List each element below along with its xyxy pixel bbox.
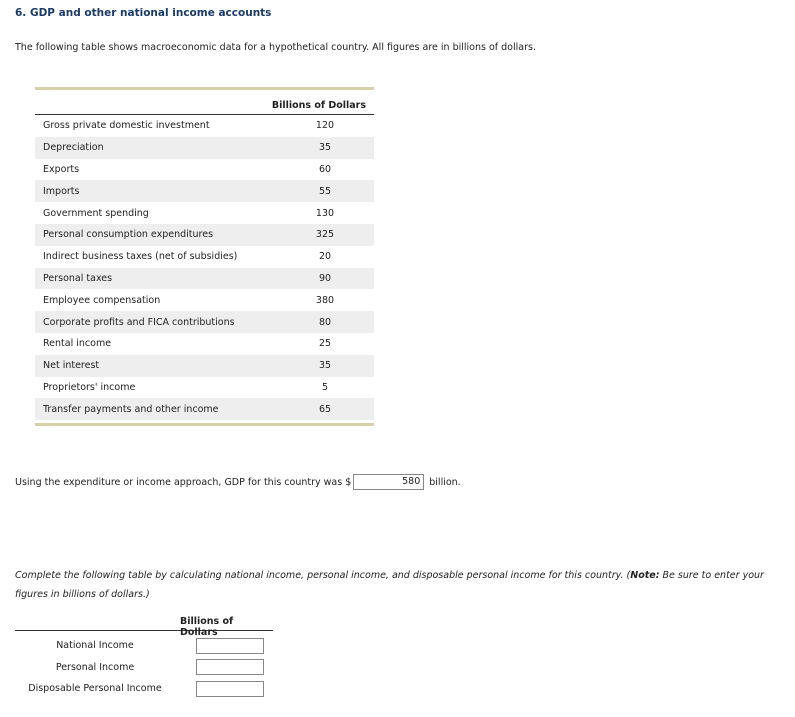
row-label: Personal consumption expenditures [43,229,214,241]
gdp-answer-field[interactable]: 580 [353,474,424,490]
row-value: 380 [315,294,335,306]
table-row [35,159,374,181]
table-row [35,311,374,333]
national-income-label: National Income [56,640,134,652]
disposable-income-label: Disposable Personal Income [28,683,162,695]
row-value: 325 [315,229,335,241]
row-value: 65 [318,403,332,415]
row-value: 130 [315,207,335,219]
instructions-part1: Complete the following table by calculating national income, personal income, and disposable personal income for this country. ( [15,570,631,581]
row-label: Gross private domestic investment [43,120,210,132]
row-label: Indirect business taxes (net of subsidies) [43,251,238,263]
row-label: Rental income [43,338,112,350]
disposable-income-field[interactable] [196,681,264,697]
table-row [35,224,374,246]
row-label: Employee compensation [43,294,161,306]
row-label: Corporate profits and FICA contributions [43,316,235,328]
row-value: 55 [318,185,332,197]
instructions-part2: Be sure to enter your figures in billions of dollars.) [15,570,764,600]
column-header-billions: Billions of Dollars [180,616,234,638]
gdp-prompt: Using the expenditure or income approach, GDP for this country was $ [15,476,352,488]
table-row [15,678,273,700]
row-value: 80 [318,316,332,328]
row-value: 35 [318,142,332,154]
table-header [15,614,273,638]
row-value: 90 [318,272,332,284]
table-row [35,333,374,355]
gdp-question [15,474,461,490]
row-value: 60 [318,163,332,175]
table-header [35,90,374,115]
row-label: Personal taxes [43,272,113,284]
table-row [35,355,374,377]
table-row [15,635,273,657]
table-row [35,180,374,202]
table-row [35,115,374,137]
row-label: Imports [43,185,80,197]
row-value: 120 [315,120,335,132]
row-value: 35 [318,360,332,372]
table-row [35,398,374,420]
column-header-billions: Billions of Dollars [271,100,366,111]
instructions-text [15,566,775,604]
row-label: Government spending [43,207,149,219]
row-label: Net interest [43,360,100,372]
row-value: 5 [321,381,329,393]
row-label: Exports [43,163,80,175]
table-row [35,377,374,399]
intro-text: The following table shows macroeconomic data for a hypothetical country. All figures are in billions of dollars. [15,42,536,53]
macro-data-table [35,87,374,426]
row-value: 25 [318,338,332,350]
row-label: Transfer payments and other income [43,403,219,415]
row-label: Depreciation [43,142,104,154]
table-row [35,289,374,311]
gdp-unit: billion. [429,476,461,488]
income-answer-table [15,614,273,700]
row-label: Proprietors' income [43,381,136,393]
personal-income-field[interactable] [196,659,264,675]
personal-income-label: Personal Income [55,661,135,673]
table-row [35,137,374,159]
note-label: Note: [630,570,660,581]
table-row [35,202,374,224]
table-row [35,268,374,290]
table-row [15,657,273,679]
national-income-field[interactable] [196,638,264,654]
row-value: 20 [318,251,332,263]
table-bottom-rule [35,423,374,426]
page-title: 6. GDP and other national income accounts [15,7,272,19]
table-row [35,246,374,268]
